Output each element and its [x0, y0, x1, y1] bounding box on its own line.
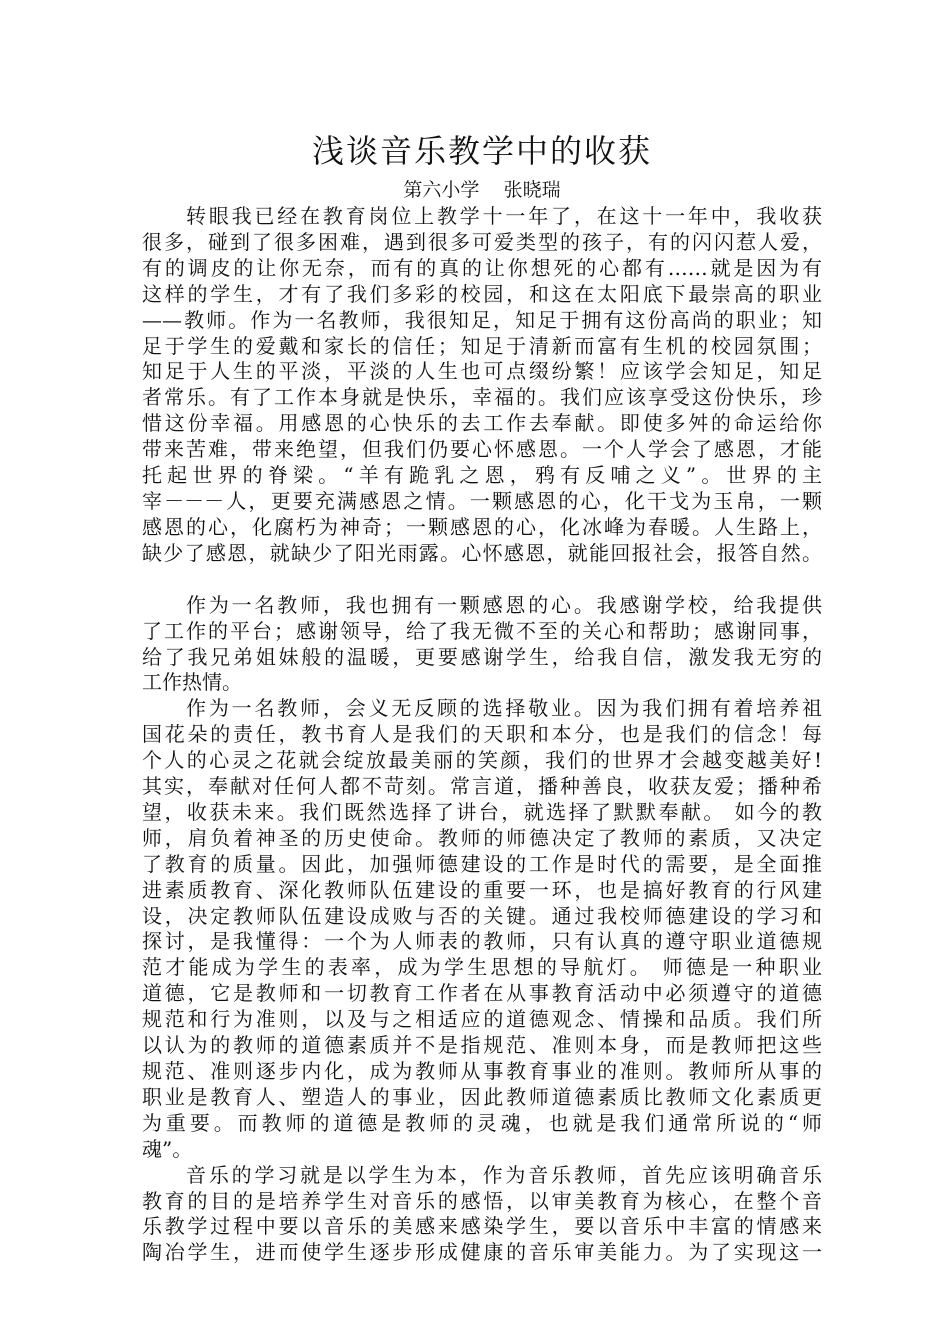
paragraph-line: 魂”。 — [142, 1136, 193, 1161]
paragraph-line: 托起世界的脊梁。“羊有跪乳之恩，鸦有反哺之义”。世界的主 — [142, 463, 822, 488]
paragraph-1 — [142, 204, 822, 567]
paragraph-line: 给了我兄弟姐妹般的温暖，更要感谢学生，给我自信，激发我无穷的 — [142, 644, 822, 669]
paragraph-line: 探讨，是我懂得：一个为人师表的教师，只有认真的遵守职业道德规 — [142, 929, 822, 954]
paragraph-3 — [142, 696, 822, 1162]
paragraph-line: 教育的目的是培养学生对音乐的感悟，以审美教育为核心，在整个音 — [142, 1188, 822, 1213]
paragraph-line: 惜这份幸福。用感恩的心快乐的去工作去奉献。即使多舛的命运给你 — [142, 411, 822, 436]
paragraph-line: 带来苦难，带来绝望，但我们仍要心怀感恩。一个人学会了感恩，才能 — [142, 437, 822, 462]
paragraph-line: 以认为的教师的道德素质并不是指规范、准则本身，而是教师把这些 — [142, 1033, 822, 1058]
paragraph-line: 作为一名教师，我也拥有一颗感恩的心。我感谢学校，给我提供 — [186, 592, 822, 617]
paragraph-line: 感恩的心，化腐朽为神奇；一颗感恩的心，化冰峰为春暖。人生路上， — [142, 514, 822, 539]
paragraph-line: 了教育的质量。因此，加强师德建设的工作是时代的需要，是全面推 — [142, 851, 822, 876]
paragraph-line: 望，收获未来。我们既然选择了讲台，就选择了默默奉献。 如今的教 — [142, 799, 822, 824]
paragraph-line: 其实，奉献对任何人都不苛刻。常言道，播种善良，收获友爱；播种希 — [142, 774, 822, 799]
paragraph-line: 很多，碰到了很多困难，遇到很多可爱类型的孩子，有的闪闪惹人爱， — [142, 229, 822, 254]
paragraph-line: 这样的学生，才有了我们多彩的校园，和这在太阳底下最崇高的职业 — [142, 281, 822, 306]
paragraph-line: 缺少了感恩，就缺少了阳光雨露。心怀感恩，就能回报社会，报答自然。 — [142, 540, 822, 565]
paragraph-line: 宰－－－人，更要充满感恩之情。一颗感恩的心，化干戈为玉帛，一颗 — [142, 488, 822, 513]
paragraph-line: 职业是教育人、塑造人的事业，因此教师道德素质比教师文化素质更 — [142, 1084, 822, 1109]
paragraph-2 — [142, 593, 822, 697]
paragraph-line: 足于学生的爱戴和家长的信任；知足于清新而富有生机的校园氛围； — [142, 333, 822, 358]
paragraph-line: 为重要。而教师的道德是教师的灵魂，也就是我们通常所说的“师 — [142, 1110, 822, 1135]
document-title: 浅谈音乐教学中的收获 — [311, 132, 652, 170]
paragraph-line: 师，肩负着神圣的历史使命。教师的师德决定了教师的素质，又决定 — [142, 825, 822, 850]
paragraph-line: 规范、准则逐步内化，成为教师从事教育事业的准则。教师所从事的 — [142, 1059, 822, 1083]
paragraph-gap — [142, 567, 822, 593]
paragraph-line: 国花朵的责任，教书育人是我们的天职和本分，也是我们的信念！每 — [142, 722, 822, 747]
paragraph-line: 进素质教育、深化教师队伍建设的重要一环，也是搞好教育的行风建 — [142, 877, 822, 902]
paragraph-line: 工作热情。 — [142, 670, 242, 695]
paragraph-line: 有的调皮的让你无奈，而有的真的让你想死的心都有……就是因为有 — [142, 255, 822, 280]
paragraph-line: 者常乐。有了工作本身就是快乐，幸福的。我们应该享受这份快乐，珍 — [142, 385, 822, 410]
paragraph-line: 知足于人生的平淡，平淡的人生也可点缀纷繁！应该学会知足，知足 — [142, 359, 822, 384]
paragraph-line: 乐教学过程中要以音乐的美感来感染学生，要以音乐中丰富的情感来 — [142, 1214, 822, 1239]
paragraph-line: 作为一名教师，会义无反顾的选择敬业。因为我们拥有着培养祖 — [186, 696, 822, 721]
paragraph-line: 音乐的学习就是以学生为本，作为音乐教师，首先应该明确音乐 — [186, 1162, 822, 1187]
paragraph-line: ——教师。作为一名教师，我很知足，知足于拥有这份高尚的职业；知 — [142, 307, 822, 332]
paragraph-line: 了工作的平台；感谢领导，给了我无微不至的关心和帮助；感谢同事， — [142, 618, 822, 643]
paragraph-line: 转眼我已经在教育岗位上教学十一年了，在这十一年中，我收获 — [186, 204, 822, 228]
paragraph-line: 设，决定教师队伍建设成败与否的关键。通过我校师德建设的学习和 — [142, 903, 822, 928]
paragraph-line: 陶冶学生，进而使学生逐步形成健康的音乐审美能力。为了实现这一 — [142, 1240, 822, 1265]
paragraph-4 — [142, 1163, 822, 1267]
document-page — [142, 128, 822, 1266]
paragraph-line: 个人的心灵之花就会绽放最美丽的笑颜，我们的世界才会越变越美好! — [142, 748, 822, 773]
paragraph-line: 规范和行为准则，以及与之相适应的道德观念、情操和品质。我们所 — [142, 1007, 822, 1032]
paragraph-line: 道德，它是教师和一切教育工作者在从事教育活动中必须遵守的道德 — [142, 981, 822, 1006]
paragraph-line: 范才能成为学生的表率，成为学生思想的导航灯。 师德是一种职业 — [142, 955, 822, 980]
author-byline: 第六小学 张晓瑞 — [403, 179, 561, 201]
